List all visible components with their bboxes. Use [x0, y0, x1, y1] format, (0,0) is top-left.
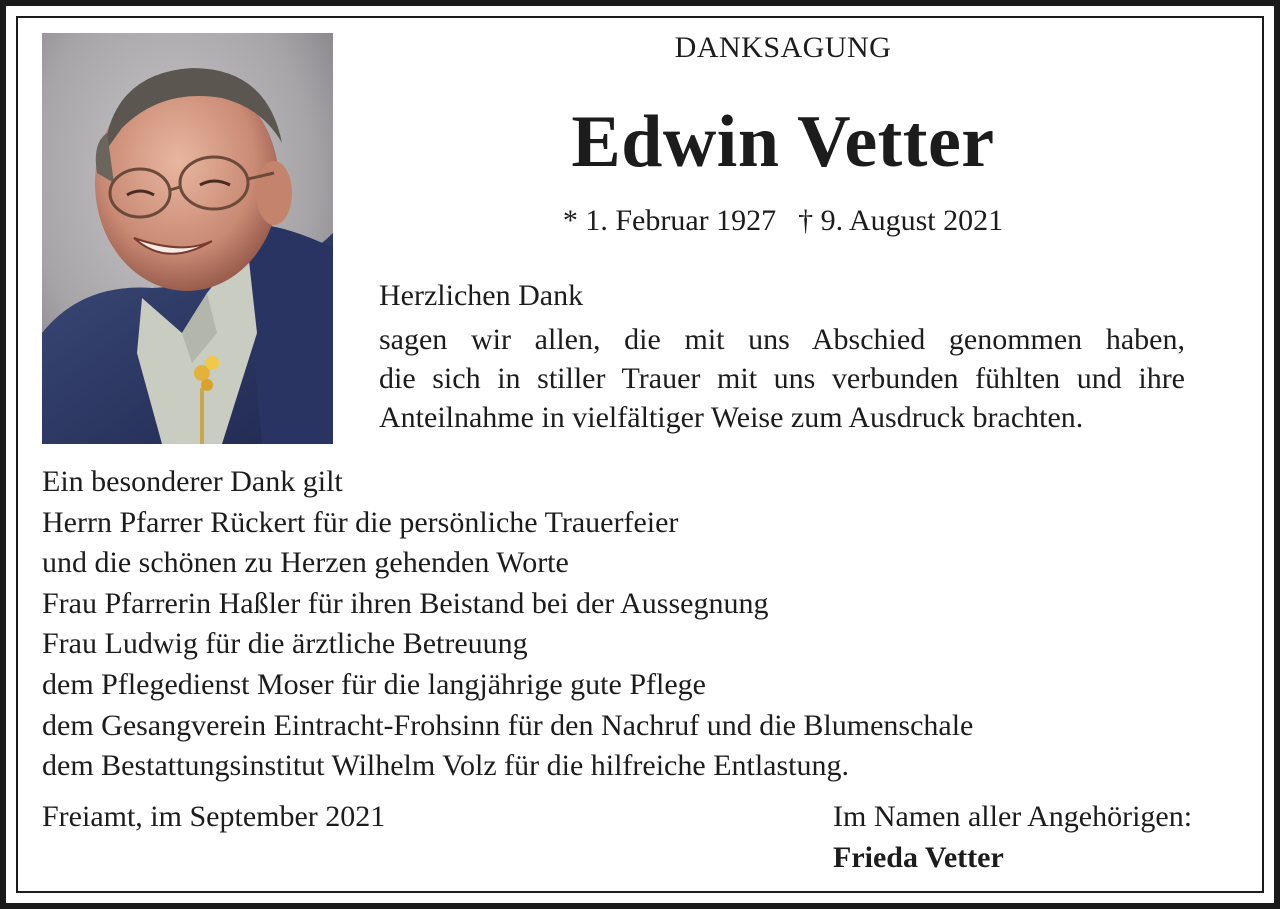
- portrait-illustration: [42, 33, 333, 444]
- life-dates: [333, 204, 1233, 238]
- thanks-title: Herzlichen Dank: [379, 279, 584, 312]
- thanks-line: Anteilnahme in vielfältiger Weise zum Ausdruck brachten.: [379, 401, 1084, 434]
- thanks-line: die sich in stiller Trauer mit uns verbunden fühlten und ihre: [379, 362, 1185, 395]
- special-thanks-line: Frau Pfarrerin Haßler für ihren Beistand bei der Aussegnung: [42, 586, 769, 620]
- thanks-line: sagen wir allen, die mit uns Abschied genommen haben,: [379, 323, 1185, 356]
- special-thanks-line: Herrn Pfarrer Rückert für die persönliche Trauerfeier: [42, 505, 679, 539]
- thanks-paragraph: [379, 320, 1185, 437]
- deceased-name: Edwin Vetter: [571, 101, 995, 183]
- death-date: † 9. August 2021: [798, 204, 1004, 237]
- signature-intro: Im Namen aller Angehörigen:: [833, 800, 1193, 833]
- portrait-photo: [42, 33, 333, 444]
- signer-name: Frieda Vetter: [833, 841, 1004, 874]
- special-thanks-line: Ein besonderer Dank gilt: [42, 465, 343, 498]
- special-thanks-line: Frau Ludwig für die ärztliche Betreuung: [42, 627, 528, 661]
- special-thanks-line: dem Pflegedienst Moser für die langjährige gute Pflege: [42, 667, 706, 701]
- special-thanks-line: dem Gesangverein Eintracht-Frohsinn für den Nachruf und die Blumenschale: [42, 708, 974, 742]
- special-thanks-list: [42, 462, 973, 787]
- notice-heading: DANKSAGUNG: [674, 31, 892, 64]
- place-date: Freiamt, im September 2021: [42, 800, 386, 833]
- special-thanks-line: und die schönen zu Herzen gehenden Worte: [42, 546, 569, 580]
- special-thanks-line: dem Bestattungsinstitut Wilhelm Volz für die hilfreiche Entlastung.: [42, 749, 850, 783]
- birth-date: * 1. Februar 1927: [562, 204, 777, 237]
